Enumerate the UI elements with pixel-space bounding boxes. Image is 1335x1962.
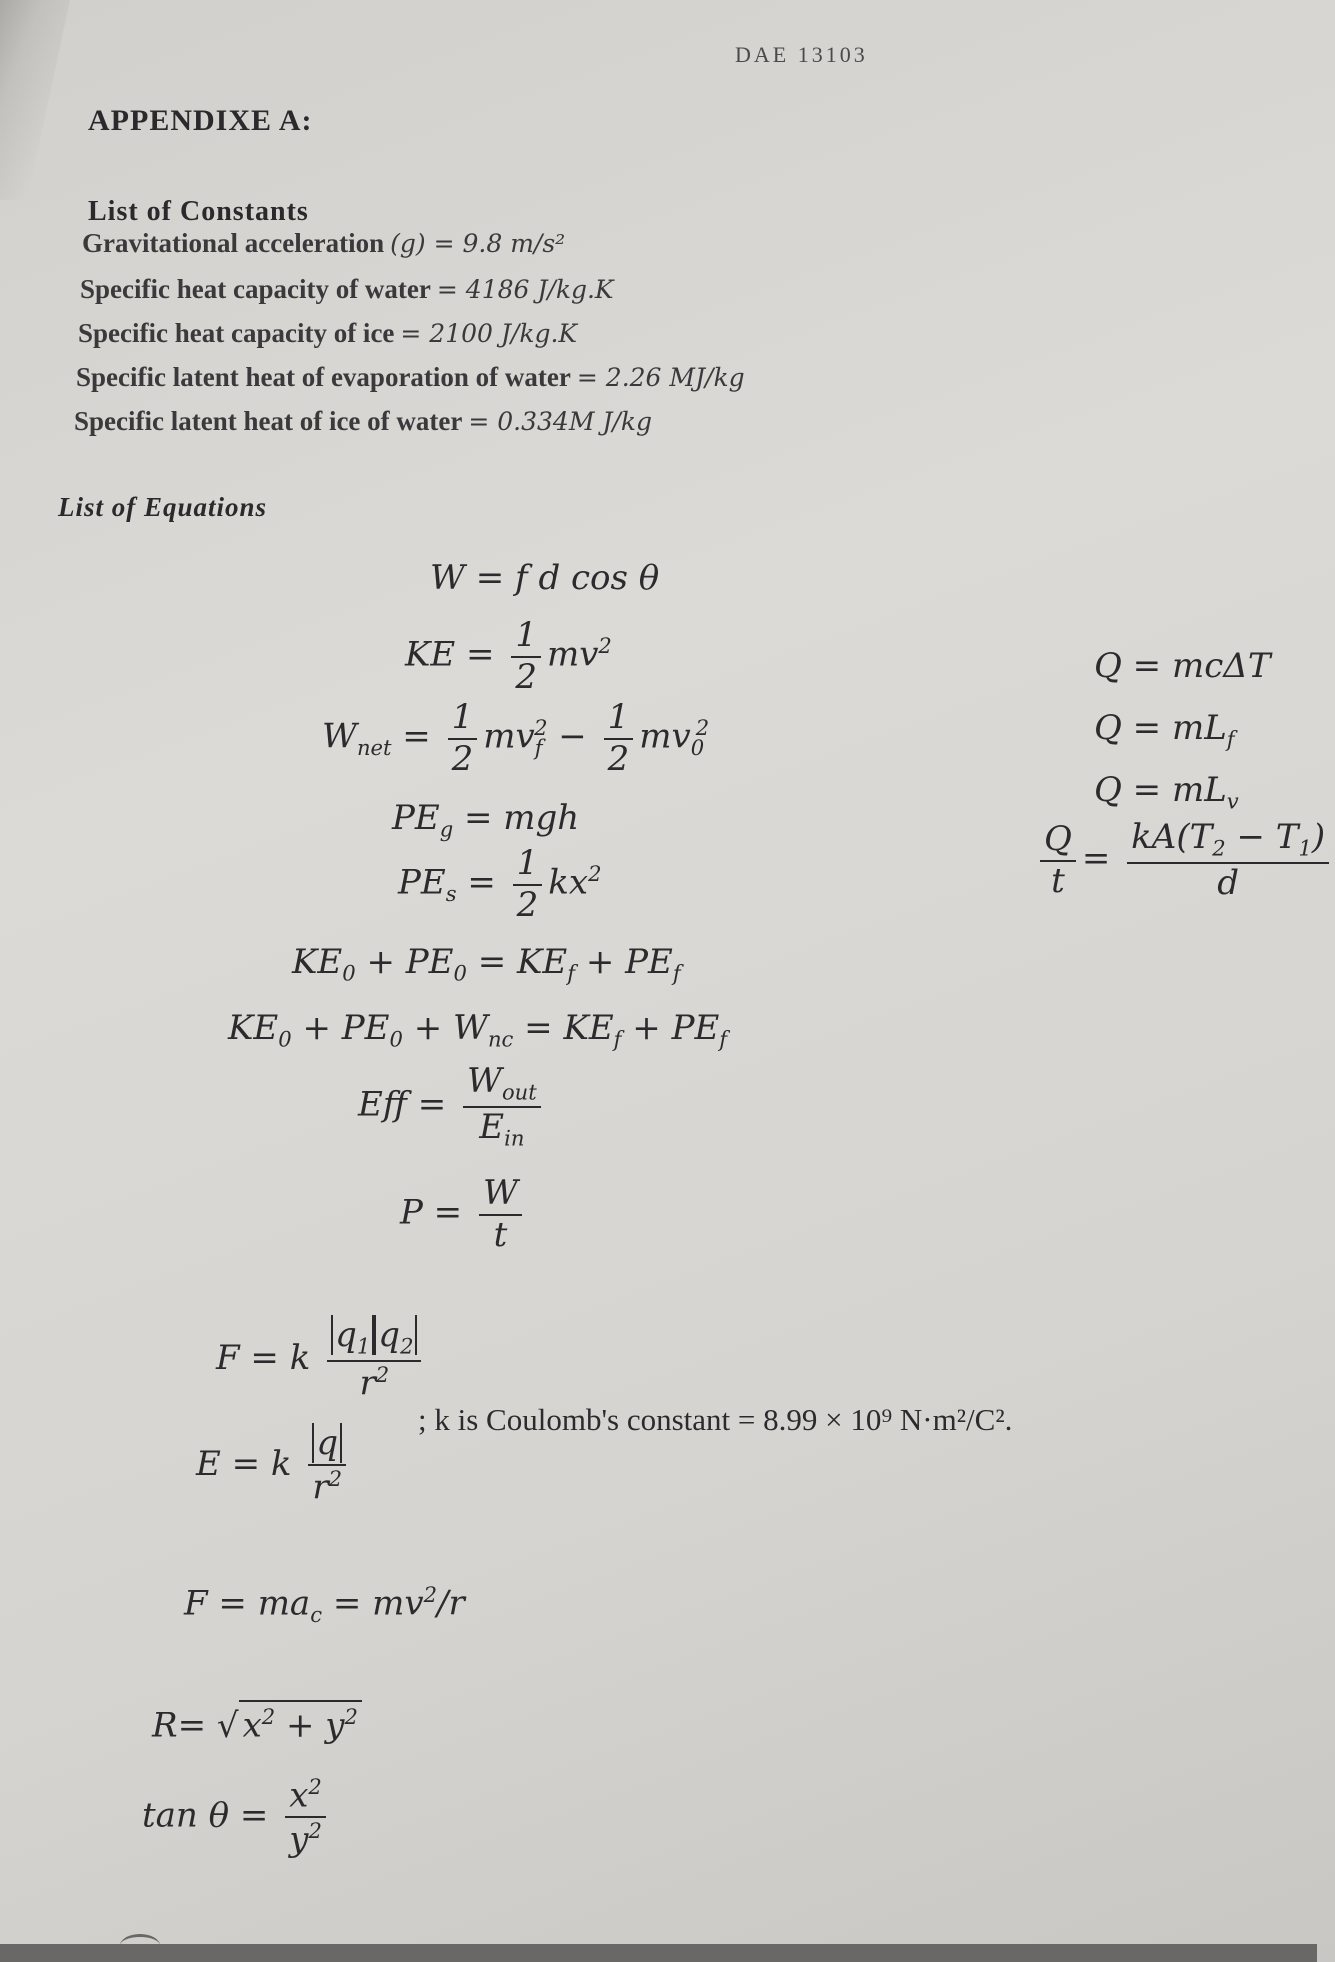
equation-coulomb-force: F = k $\frac{q_1 q_2}{r^2}$ — [216, 1318, 427, 1402]
appendix-title: APPENDIXE A: — [88, 104, 313, 137]
page-bottom-edge — [0, 1944, 1317, 1962]
equation-heat-conduction: $\frac{Q}{t}$ = $\frac{kA(T_2 - T_1)}{d}$ — [1034, 820, 1335, 901]
equation-resultant: R= √ $x^2 + y^2$ — [152, 1700, 362, 1746]
constant-label: Specific heat capacity of water — [80, 274, 431, 304]
constant-label: Specific latent heat of evaporation of water — [76, 362, 571, 392]
equation-latent-vaporization: $Q = mL_v$ — [1094, 770, 1239, 814]
equation-energy-nonconservative: $KE_0 + PE_0 + W_{nc} = KE_f + PE_f$ — [228, 1008, 728, 1052]
equation-tangent: tan θ = $\frac{x^2}{y^2}$ — [142, 1776, 332, 1859]
constant-label: Gravitational acceleration — [82, 228, 385, 258]
coulomb-constant-note: ; k is Coulomb's constant = 8.99 × 10⁹ N·m²/C². — [418, 1402, 1013, 1437]
equation-energy-conservation: $KE_0 + PE_0 = KE_f + PE_f$ — [292, 942, 681, 986]
equation-net-work: $W_{net}$ = $\frac{1}{2}$ $mv_f^2$ − $\frac{1}{2}$ $mv_0^2$ — [322, 697, 710, 779]
equation-kinetic-energy: KE = $\frac{1}{2}$ $mv^2$ — [405, 615, 612, 697]
constant-heat-ice — [78, 318, 577, 349]
equation-electric-field: E = k $\frac{q}{r^2}$ — [196, 1426, 352, 1506]
constant-latent-evaporation — [76, 362, 745, 393]
equation-power: P = $\frac{W}{t}$ — [400, 1176, 528, 1253]
constant-label: Specific heat capacity of ice — [78, 318, 395, 348]
equations-title: List of Equations — [58, 492, 268, 522]
equation-work: W = f d cos θ — [430, 558, 660, 598]
constant-gravity — [82, 228, 565, 259]
constant-value: (g) = 9.8 m/s² — [390, 229, 566, 258]
constant-label: Specific latent heat of ice of water — [74, 406, 463, 436]
course-code: DAE 13103 — [735, 42, 868, 67]
equation-latent-fusion: $Q = mL_f$ — [1094, 708, 1235, 752]
constant-value: = 4186 J/kg.K — [436, 275, 614, 304]
constant-heat-water — [80, 274, 614, 305]
equation-gravitational-pe: $PE_g$ = mgh — [392, 798, 580, 842]
constants-title: List of Constants — [88, 196, 309, 227]
constant-value: = 2100 J/kg.K — [400, 319, 578, 348]
equation-efficiency: Eff = $\frac{W_{out}}{E_{in}}$ — [358, 1064, 547, 1149]
constant-latent-ice — [74, 406, 652, 437]
equation-centripetal-force: $F = ma_c = mv^2/r$ — [184, 1582, 465, 1628]
equation-heat: Q = mcΔT — [1094, 646, 1271, 686]
constant-value: = 0.334M J/kg — [468, 407, 652, 436]
equation-spring-pe: $PE_s$ = $\frac{1}{2}$ $kx^2$ — [398, 843, 602, 925]
constant-value: = 2.26 MJ/kg — [576, 363, 745, 392]
paper-edge-shadow — [0, 0, 70, 200]
